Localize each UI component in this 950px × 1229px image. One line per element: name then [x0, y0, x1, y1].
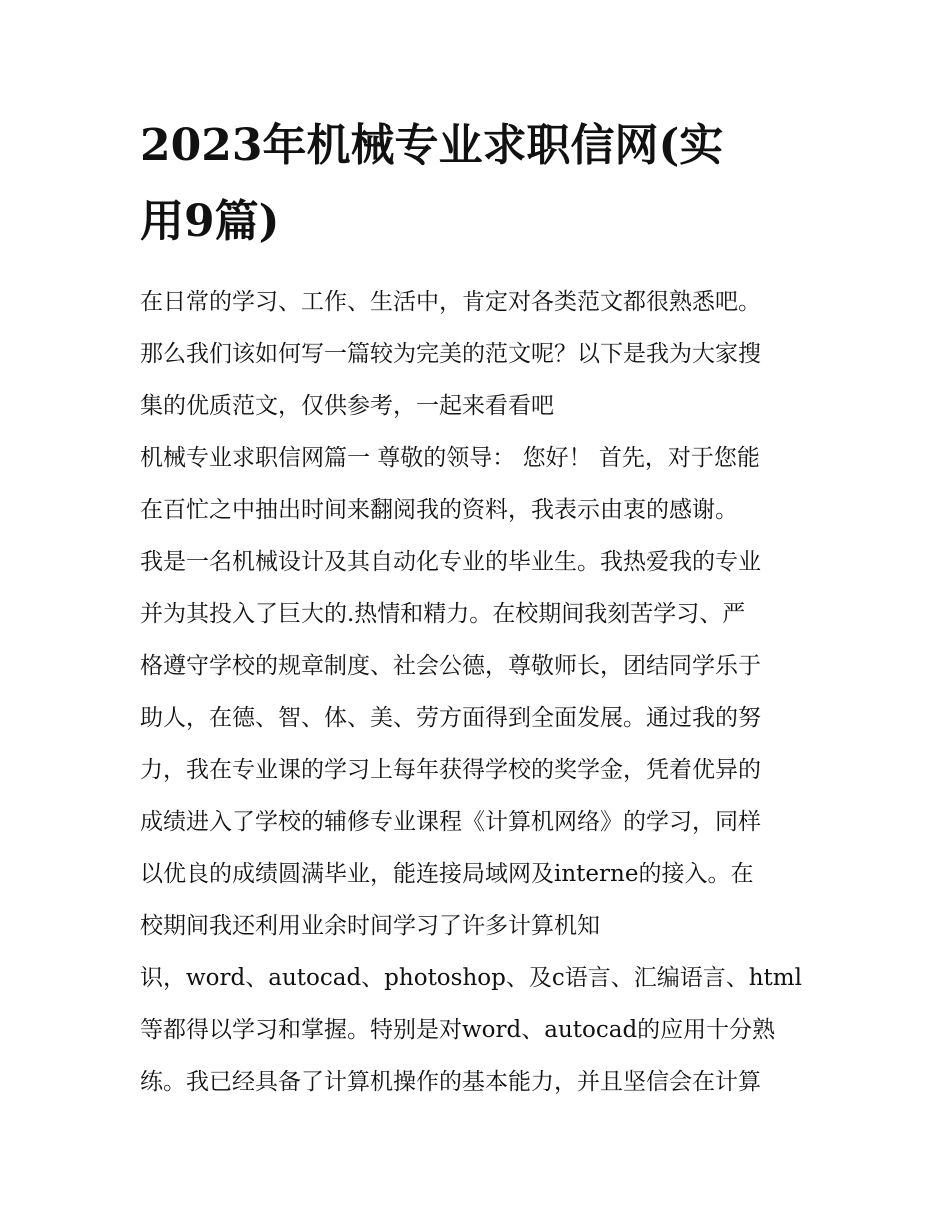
body-line: 练。我已经具备了计算机操作的基本能力，并且坚信会在计算: [140, 1069, 761, 1095]
body-line: 那么我们该如何写一篇较为完美的范文呢？以下是我为大家搜: [140, 341, 761, 367]
body-line: 等都得以学习和掌握。特别是对word、autocad的应用十分熟: [140, 1017, 776, 1043]
body-line: 在百忙之中抽出时间来翻阅我的资料，我表示由衷的感谢。: [140, 497, 738, 523]
body-line: 并为其投入了巨大的.热情和精力。在校期间我刻苦学习、严: [140, 601, 746, 627]
document-title-line-2: 用9篇): [140, 196, 280, 247]
body-line: 以优良的成绩圆满毕业，能连接局域网及interne的接入。在: [140, 861, 754, 887]
document-body: [140, 276, 820, 1108]
body-line: 集的优质范文，仅供参考，一起来看看吧: [140, 393, 554, 419]
body-line: 在日常的学习、工作、生活中，肯定对各类范文都很熟悉吧。: [140, 289, 761, 315]
body-line: 力，我在专业课的学习上每年获得学校的奖学金，凭着优异的: [140, 757, 761, 783]
body-line: 格遵守学校的规章制度、社会公德，尊敬师长，团结同学乐于: [140, 653, 761, 679]
body-line: 我是一名机械设计及其自动化专业的毕业生。我热爱我的专业: [140, 549, 761, 575]
body-line: 识，word、autocad、photoshop、及c语言、汇编语言、html: [140, 965, 802, 991]
body-line: 助人，在德、智、体、美、劳方面得到全面发展。通过我的努: [140, 705, 761, 731]
body-line: 成绩进入了学校的辅修专业课程《计算机网络》的学习，同样: [140, 809, 761, 835]
body-line: 校期间我还利用业余时间学习了许多计算机知: [140, 913, 600, 939]
document-page: [140, 112, 820, 1108]
body-line: 机械专业求职信网篇一 尊敬的领导： 您好！ 首先，对于您能: [140, 445, 760, 471]
document-title-line-1: 2023年机械专业求职信网(实: [140, 120, 724, 171]
